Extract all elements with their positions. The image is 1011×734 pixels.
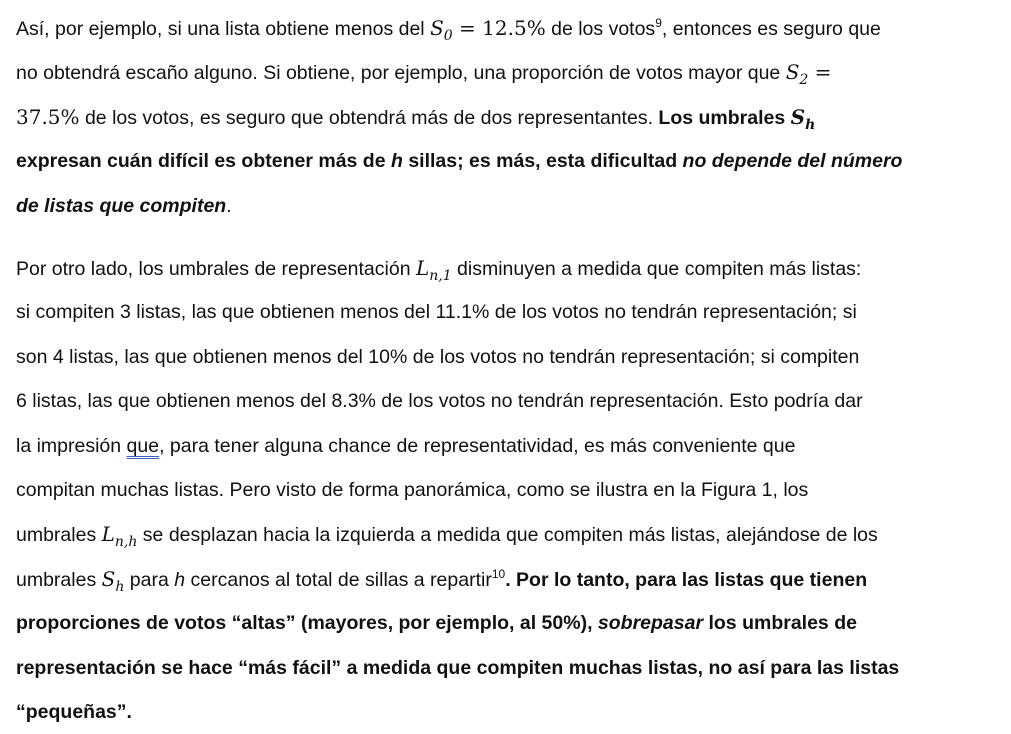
text-line	[16, 512, 991, 556]
math-37-5: 37.5%	[16, 104, 80, 129]
text-run: disminuyen a medida que compiten más listas:	[451, 258, 862, 280]
bold-italic-text: de listas que compiten	[16, 194, 227, 217]
text-line	[16, 95, 991, 139]
text-run: Así, por ejemplo, si una lista obtiene menos del	[16, 18, 431, 40]
text-line	[16, 424, 991, 468]
bold-text: expresan cuán difícil es obtener más de h sillas; es más, esta dificultad no depende del número	[16, 150, 903, 173]
math-Sh: $S_h$	[101, 566, 125, 595]
text-line	[16, 646, 991, 690]
text-line	[16, 139, 991, 183]
text-line: compitan muchas listas. Pero visto de forma panorámica, como se ilustra en la Figura 1, los	[16, 478, 809, 501]
footnote-ref-10[interactable]: 10	[491, 566, 506, 581]
grammar-flag-que[interactable]: que	[126, 434, 160, 457]
text-run: la impresión	[16, 434, 127, 457]
text-run: para	[124, 568, 175, 591]
text-run: .	[226, 194, 232, 217]
text-line: son 4 listas, las que obtienen menos del 10% de los votos no tendrán representación; si compiten	[16, 345, 860, 368]
math-equals: =	[808, 60, 832, 85]
text-line	[16, 557, 991, 601]
text-run: no obtendrá escaño alguno. Si obtiene, por ejemplo, una proporción de votos mayor que	[16, 62, 786, 85]
italic-h: h	[174, 568, 186, 591]
text-run: Por otro lado, los umbrales de representación	[16, 258, 416, 280]
text-run: , para tener alguna chance de representatividad, es más conveniente que	[159, 434, 796, 457]
text-line: 6 listas, las que obtienen menos del 8.3% de los votos no tendrán representación. Esto podría dar	[16, 390, 863, 413]
footnote-ref-9[interactable]: 9	[655, 16, 662, 30]
text-run: se desplazan hacia la izquierda a medida que compiten más listas, alejándose de los	[137, 524, 878, 547]
text-run: de los votos, es seguro que obtendrá más de dos representantes.	[79, 106, 659, 129]
text-run: , entonces es seguro que	[661, 18, 881, 40]
math-Lnh: $L_{n,h}$	[101, 522, 138, 551]
text-line	[16, 50, 991, 94]
bold-text: “pequeñas”.	[16, 700, 132, 723]
text-run: umbrales	[16, 568, 102, 591]
text-line	[16, 246, 991, 290]
paragraph-umbrales-representacion	[16, 246, 991, 734]
text-line: si compiten 3 listas, las que obtienen menos del 11.1% de los votos no tendrán representación; si	[16, 301, 857, 324]
paragraph-umbrales-sh	[16, 6, 991, 228]
math-S0: $S_0$	[430, 16, 453, 44]
text-line	[16, 601, 991, 645]
bold-text: . Por lo tanto, para las listas que tienen	[505, 568, 868, 591]
math-equals-12-5: = 12.5%	[452, 16, 546, 40]
text-line	[16, 6, 991, 50]
math-Ln1: $L_{n,1}$	[415, 256, 452, 284]
text-run: umbrales	[16, 524, 102, 547]
math-S2: $S_2$	[785, 60, 809, 89]
bold-text: representación se hace “más fácil” a medida que compiten muchas listas, no así para las listas	[16, 656, 900, 679]
text-run: de los votos	[545, 18, 656, 40]
bold-text: proporciones de votos “altas” (mayores, por ejemplo, al 50%), sobrepasar los umbrales de	[16, 612, 857, 635]
text-line	[16, 184, 991, 228]
math-Sh-bold: $S_h$	[790, 104, 816, 133]
text-run: cercanos al total de sillas a repartir	[185, 568, 492, 591]
text-line	[16, 690, 991, 734]
bold-text: Los umbrales	[658, 106, 791, 129]
